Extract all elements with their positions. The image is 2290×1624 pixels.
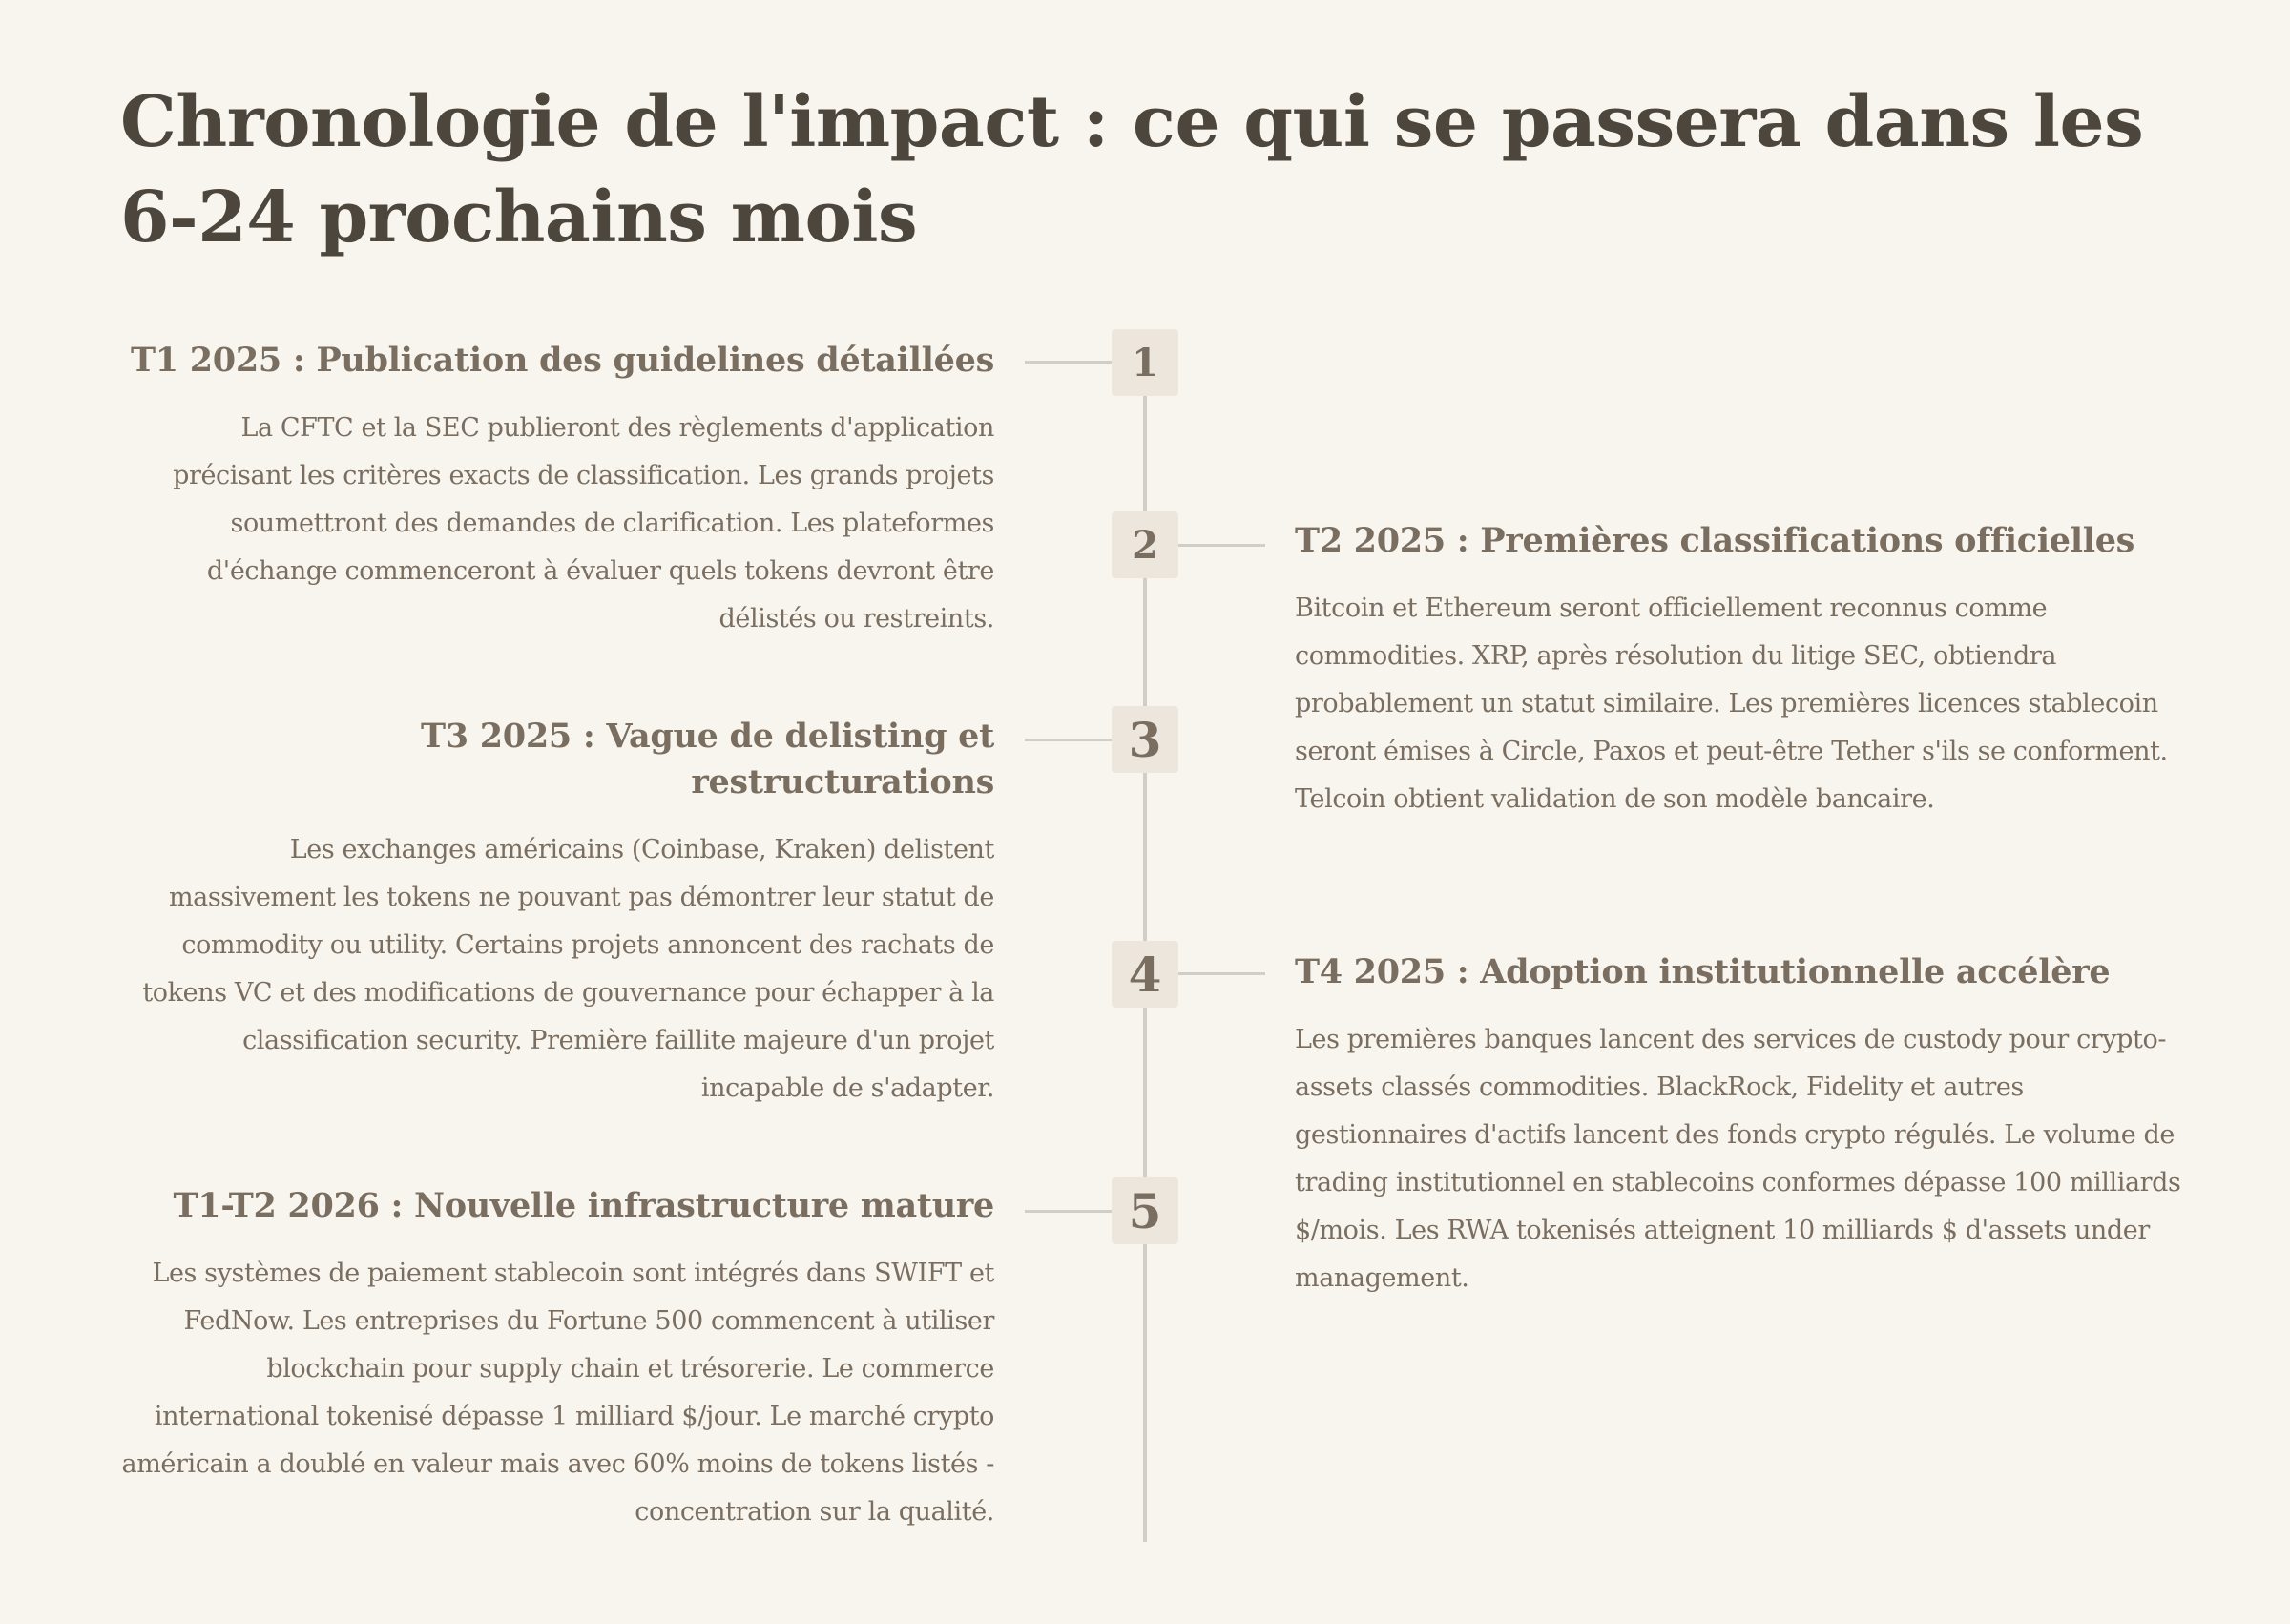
timeline-entry-4 <box>1295 949 2192 1302</box>
connector-3 <box>1025 739 1113 741</box>
timeline-entry-2 <box>1295 518 2192 823</box>
timeline-marker-1: 1 <box>1112 329 1178 396</box>
connector-5 <box>1025 1210 1113 1213</box>
entry-body: Bitcoin et Ethereum seront officiellement reconnus comme commodities. XRP, après résolution du litige SEC, obtiendra probablement un statut similaire. Les premières licences stablecoin seront émises à Circle, Paxos et peut-être Tether s'ils se conforment. Telcoin obtient validation de son modèle bancaire. <box>1295 593 2168 814</box>
page-title: Chronologie de l'impact : ce qui se passera dans les 6-24 prochains mois <box>120 81 2144 259</box>
timeline-marker-3: 3 <box>1112 706 1178 773</box>
timeline-marker-5: 5 <box>1112 1177 1178 1244</box>
connector-2 <box>1177 544 1265 547</box>
entry-heading: T1 2025 : Publication des guidelines détaillées <box>131 341 994 380</box>
timeline-marker-2: 2 <box>1112 511 1178 578</box>
entry-heading: T4 2025 : Adoption institutionnelle accélère <box>1295 952 2111 991</box>
entry-heading: T2 2025 : Premières classifications officielles <box>1295 521 2135 560</box>
timeline-marker-4: 4 <box>1112 941 1178 1008</box>
entry-heading: T3 2025 : Vague de delisting et restructurations <box>421 717 994 802</box>
entry-body: Les premières banques lancent des services de custody pour crypto-assets classés commodities. BlackRock, Fidelity et autres gestionnaires d'actifs lancent des fonds crypto régulés. Le volume de trading institutionnel en stablecoins conformes dépasse 100 milliards $/mois. Les RWA tokenisés atteignent 10 milliards $ d'assets under management. <box>1295 1025 2181 1293</box>
entry-heading: T1-T2 2026 : Nouvelle infrastructure mature <box>173 1186 994 1225</box>
timeline-entry-3 <box>120 714 994 1113</box>
timeline-entry-1 <box>120 338 994 643</box>
entry-body: Les systèmes de paiement stablecoin sont intégrés dans SWIFT et FedNow. Les entreprises du Fortune 500 commencent à utiliser blockchain pour supply chain et trésorerie. Le commerce international tokenisé dépasse 1 milliard $/jour. Le marché crypto américain a doublé en valeur mais avec 60% moins de tokens listés - concentration sur la qualité. <box>121 1259 994 1527</box>
entry-body: La CFTC et la SEC publieront des règlements d'application précisant les critères exacts de classification. Les grands projets soumettront des demandes de clarification. Les plateformes d'échange commenceront à évaluer quels tokens devront être délistés ou restreints. <box>173 413 994 634</box>
timeline-entry-5 <box>120 1183 994 1536</box>
connector-4 <box>1177 972 1265 975</box>
entry-body: Les exchanges américains (Coinbase, Kraken) delistent massivement les tokens ne pouvant pas démontrer leur statut de commodity ou utility. Certains projets annoncent des rachats de tokens VC et des modifications de gouvernance pour échapper à la classification security. Première faillite majeure d'un projet incapable de s'adapter. <box>142 835 994 1103</box>
connector-1 <box>1025 361 1113 364</box>
